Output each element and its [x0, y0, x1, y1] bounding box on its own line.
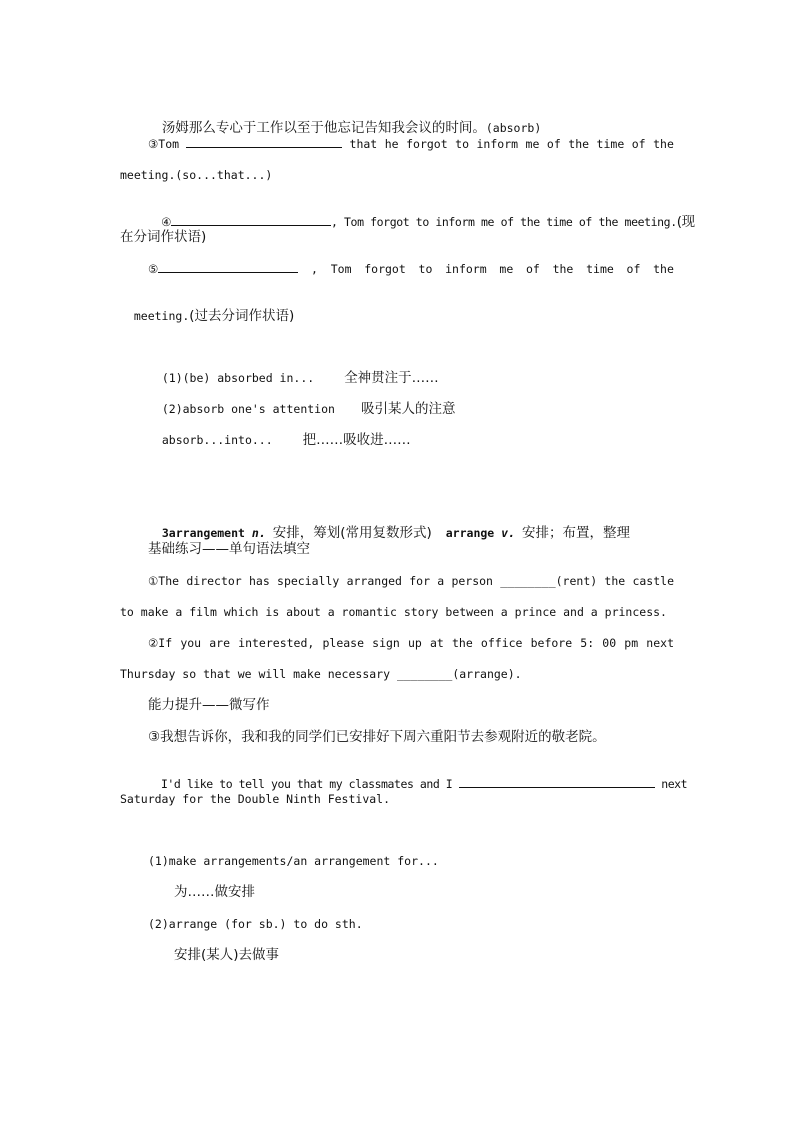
prompt-hint: (absorb): [485, 121, 542, 135]
word: he: [384, 137, 399, 151]
question-3-chinese: ③我想告诉你，我和我的同学们已安排好下周六重阳节去参观附近的敬老院。: [148, 729, 606, 745]
question-1-line: [148, 573, 674, 589]
word: time: [586, 262, 614, 276]
item-4-note: (现: [676, 214, 695, 230]
note-2-cn: 吸引某人的注意: [360, 401, 456, 417]
note-1: [148, 354, 439, 386]
question-3-cont: Saturday for the Double Ninth Festival.: [120, 792, 391, 806]
headword-arrangement: arrangement: [168, 526, 245, 540]
prompt-chinese: 汤姆那么专心于工作以至于他忘记告知我会议的时间。: [161, 120, 486, 136]
section-number: 3: [161, 526, 169, 540]
answer-blank[interactable]: [158, 261, 298, 273]
item-4-marker: ④: [161, 215, 171, 229]
answer-blank[interactable]: [459, 776, 655, 788]
word: forgot: [364, 262, 406, 276]
word: director: [186, 574, 242, 588]
answer-blank[interactable]: [186, 136, 342, 148]
item-3-line: [148, 136, 674, 152]
definition-1: 安排，筹划(常用复数形式): [272, 525, 432, 541]
word: please: [322, 636, 365, 650]
word: before: [530, 636, 573, 650]
word: castle: [632, 574, 674, 588]
word: of: [546, 137, 561, 151]
item-5-end: meeting.(过去分词作状语): [133, 308, 295, 324]
question-3-line: [148, 760, 687, 792]
item-4-line: [148, 198, 695, 230]
word: at: [430, 636, 444, 650]
word: 00: [602, 636, 617, 650]
word: ②If: [148, 636, 173, 650]
word: sign: [372, 636, 400, 650]
pos-noun: n.: [251, 526, 266, 540]
word: interested,: [238, 636, 315, 650]
pos-verb: v.: [501, 526, 516, 540]
question-2-cont: Thursday so that we will make necessary ________(arrange).: [120, 667, 522, 681]
advanced-practice-title: 能力提升——微写作: [148, 697, 270, 713]
word: specially: [277, 574, 340, 588]
q3-start-text: I'd like to tell you that my classmates and I: [160, 777, 453, 791]
note-2-en: (2)absorb one's attention: [161, 402, 335, 416]
question-1-cont: to make a film which is about a romantic story between a prince and a princess.: [120, 605, 667, 619]
word: to: [418, 262, 433, 276]
word: of: [631, 137, 646, 151]
word: to: [455, 137, 469, 151]
note-1-cn: 全神贯注于……: [344, 370, 439, 386]
note2-1-cn: 为……做安排: [174, 884, 255, 900]
word: pm: [624, 636, 639, 650]
word: the: [568, 137, 590, 151]
word: are: [209, 636, 231, 650]
item-3-end: meeting.(so...that...): [120, 168, 273, 182]
word: ,: [311, 262, 318, 276]
section-3-header: [148, 509, 630, 541]
word: the: [653, 137, 674, 151]
word: up: [408, 636, 422, 650]
definition-2: 安排；布置，整理: [521, 525, 630, 541]
word: forgot: [406, 137, 448, 151]
q3-end-text: next: [661, 777, 688, 791]
item-4-text: , Tom forgot to inform me of the time of the meeting.: [330, 215, 677, 229]
word: for: [409, 574, 430, 588]
item-3-marker: ③Tom: [148, 136, 342, 152]
word: next: [646, 636, 674, 650]
note-3-cn: 把……吸收进……: [302, 432, 411, 448]
note2-1-en: (1)make arrangements/an arrangement for...: [148, 854, 439, 868]
word: of: [626, 262, 641, 276]
word: the: [552, 262, 574, 276]
word: Tom: [330, 262, 352, 276]
headword-arrange: arrange: [445, 526, 495, 540]
word: the: [452, 636, 473, 650]
answer-blank[interactable]: [171, 214, 331, 226]
answer-blank[interactable]: ________(rent): [500, 574, 598, 588]
word: arranged: [346, 574, 402, 588]
word: person: [451, 574, 493, 588]
word: 5:: [580, 636, 595, 650]
item-4-note-cont: 在分词作状语): [120, 229, 207, 245]
word: me: [499, 262, 514, 276]
word: a: [437, 574, 445, 588]
word: the: [604, 574, 626, 588]
item-5-note: (过去分词作状语): [189, 308, 295, 324]
word: has: [248, 574, 270, 588]
note-3-en: absorb...into...: [161, 433, 273, 447]
word: that: [349, 137, 378, 151]
note2-2-en: (2)arrange (for sb.) to do sth.: [148, 917, 363, 931]
word: inform: [445, 262, 487, 276]
item-5-marker: ⑤: [148, 261, 298, 277]
word: ①The: [148, 574, 180, 588]
word: inform: [476, 137, 519, 151]
word: you: [180, 636, 202, 650]
note2-2-cn: 安排(某人)去做事: [174, 947, 280, 963]
basic-practice-title: 基础练习——单句语法填空: [148, 541, 310, 557]
word: of: [525, 262, 540, 276]
word: the: [653, 262, 674, 276]
note-1-en: (1)(be) absorbed in...: [161, 371, 315, 385]
word: office: [480, 636, 523, 650]
exercise-prompt: [148, 104, 541, 136]
item-5-line: [148, 261, 674, 277]
word: time: [596, 137, 625, 151]
note-2: [148, 385, 455, 417]
note-3: [148, 416, 411, 448]
word: me: [525, 137, 540, 151]
question-2-line: [148, 635, 674, 651]
